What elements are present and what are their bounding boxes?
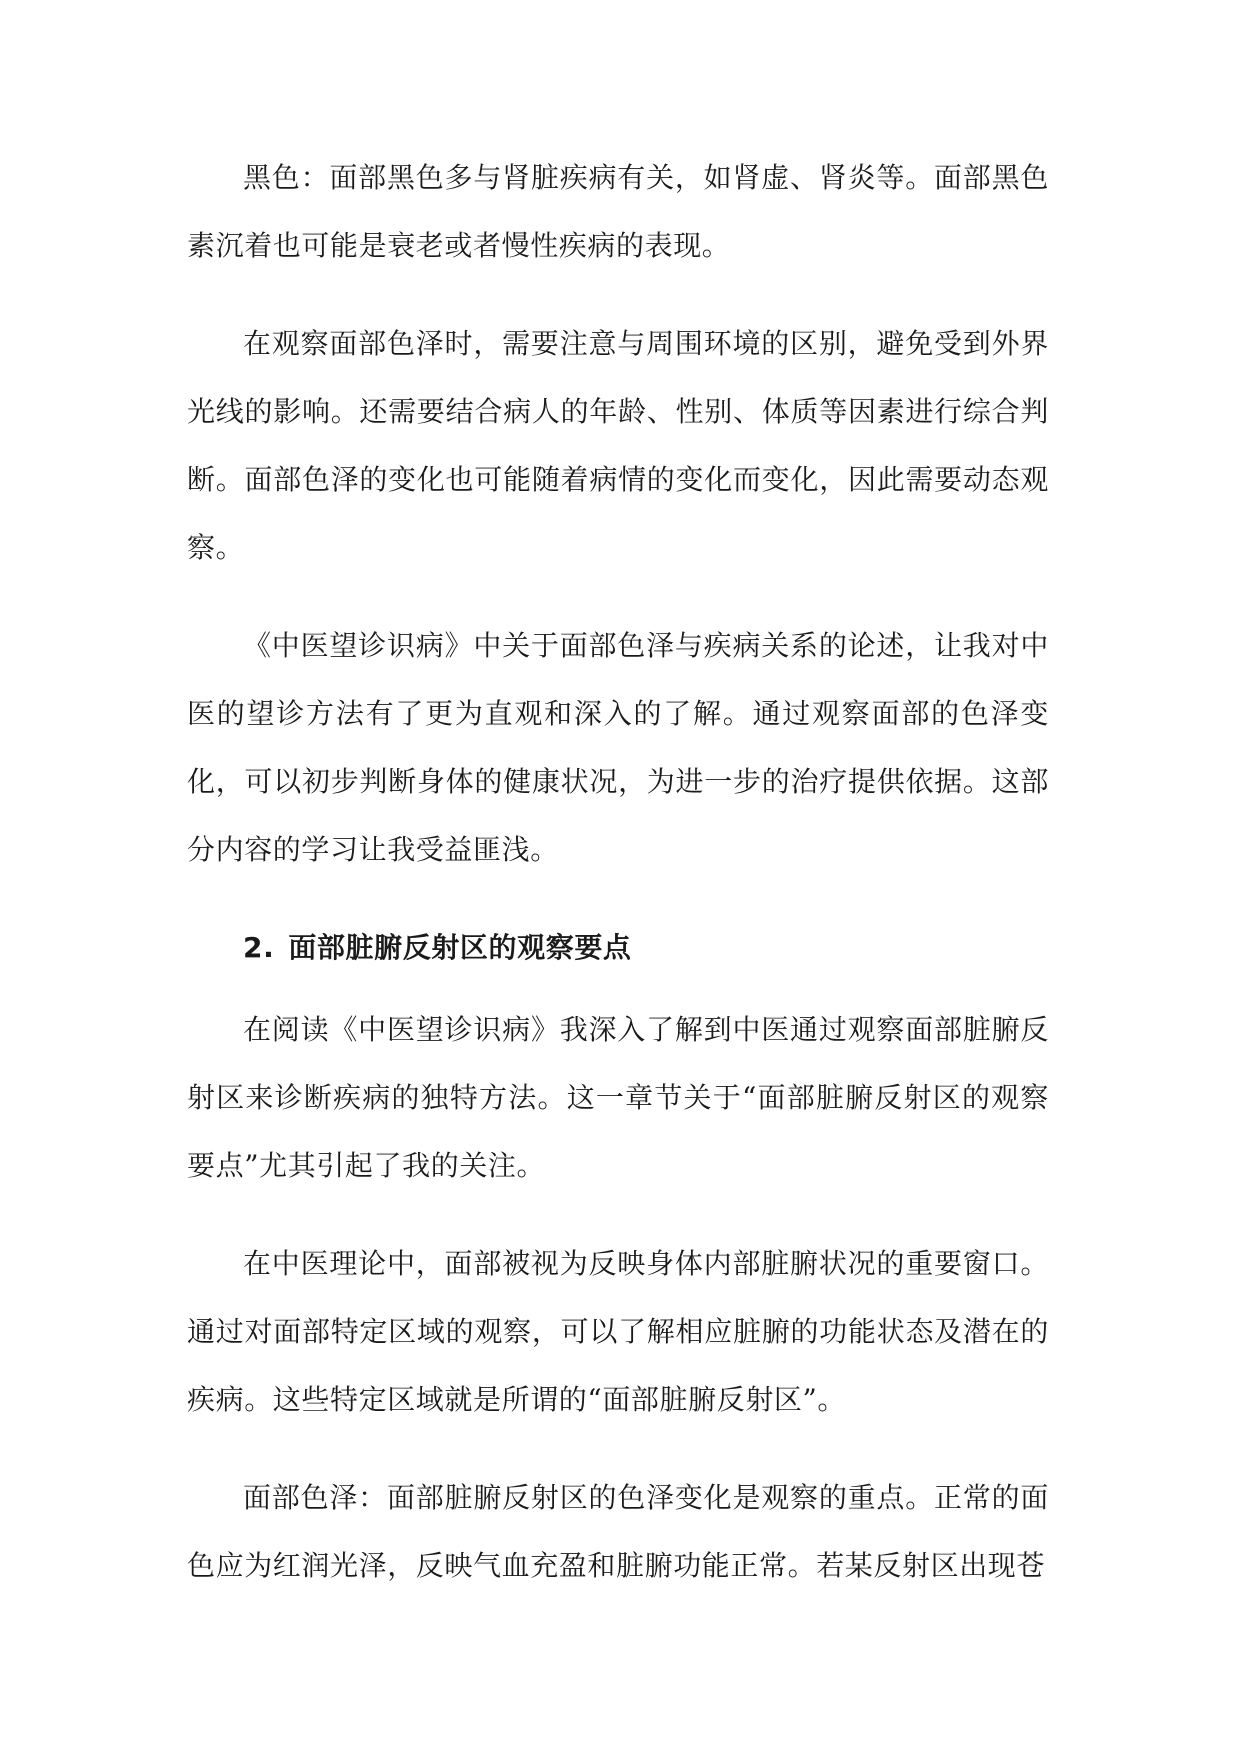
paragraph-observation-notes: 在观察面部色泽时，需要注意与周围环境的区别，避免受到外界光线的影响。还需要结合病人的年龄、性别、体质等因素进行综合判断。面部色泽的变化也可能随着病情的变化而变化，因此需要动态观察。 bbox=[187, 327, 1049, 564]
document-body bbox=[187, 144, 1049, 1630]
paragraph-facial-color: 面部色泽：面部脏腑反射区的色泽变化是观察的重点。正常的面色应为红润光泽，反映气血充盈和脏腑功能正常。若某反射区出现苍 bbox=[187, 1481, 1049, 1582]
paragraph-black-color: 黑色：面部黑色多与肾脏疾病有关，如肾虚、肾炎等。面部黑色素沉着也可能是衰老或者慢性疾病的表现。 bbox=[187, 161, 1049, 262]
paragraph-reflection: 《中医望诊识病》中关于面部色泽与疾病关系的论述，让我对中医的望诊方法有了更为直观和深入的了解。通过观察面部的色泽变化，可以初步判断身体的健康状况，为进一步的治疗提供依据。这部分内容的学习让我受益匪浅。 bbox=[187, 629, 1049, 866]
section-number: 2. bbox=[243, 931, 275, 964]
section-title: 面部脏腑反射区的观察要点 bbox=[288, 931, 632, 964]
section-heading bbox=[187, 914, 1049, 982]
paragraph-intro-reflex-zones: 在阅读《中医望诊识病》我深入了解到中医通过观察面部脏腑反射区来诊断疾病的独特方法。这一章节关于“面部脏腑反射区的观察要点”尤其引起了我的关注。 bbox=[187, 1013, 1049, 1182]
paragraph-tcm-theory: 在中医理论中，面部被视为反映身体内部脏腑状况的重要窗口。通过对面部特定区域的观察，可以了解相应脏腑的功能状态及潜在的疾病。这些特定区域就是所谓的“面部脏腑反射区”。 bbox=[187, 1247, 1049, 1416]
